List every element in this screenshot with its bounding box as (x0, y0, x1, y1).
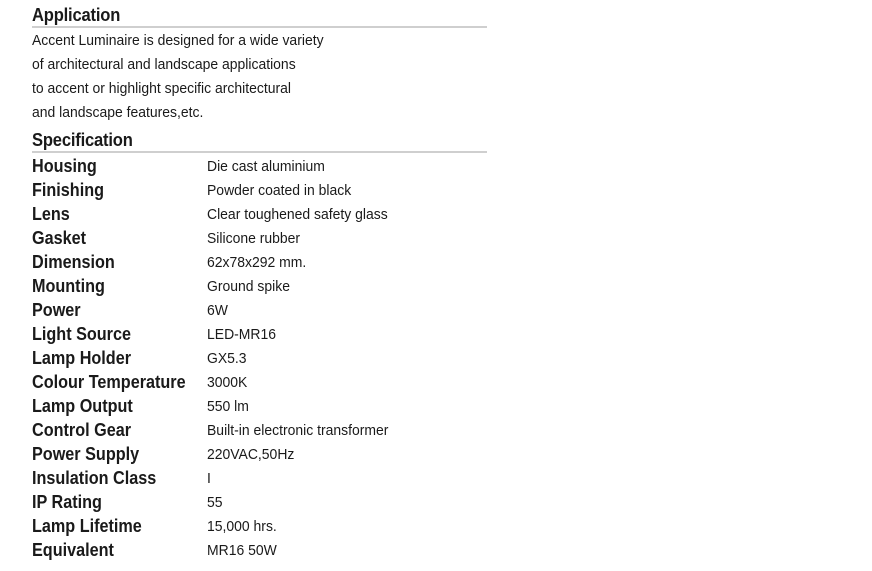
spec-row-finishing (32, 178, 492, 202)
spec-value: 550 lm (207, 398, 249, 415)
spec-label: Insulation Class (32, 468, 157, 488)
spec-row-ip-rating (32, 490, 492, 514)
spec-label: Power Supply (32, 444, 140, 464)
spec-row-lamp-output (32, 394, 492, 418)
spec-row-lamp-holder (32, 346, 492, 370)
spec-value: Silicone rubber (207, 230, 301, 247)
application-line: and landscape features,etc. (32, 104, 204, 121)
spec-value: Built-in electronic transformer (207, 422, 389, 439)
spec-row-control-gear (32, 418, 492, 442)
spec-label: Light Source (32, 324, 132, 344)
spec-value: Ground spike (207, 278, 290, 295)
spec-label: Lamp Holder (32, 348, 132, 368)
application-divider (32, 26, 487, 28)
application-line: to accent or highlight specific architectural (32, 80, 291, 97)
spec-label: Power (32, 300, 81, 320)
product-datasheet (32, 4, 492, 562)
spec-label: Housing (32, 156, 97, 176)
spec-value: 62x78x292 mm. (207, 254, 307, 271)
spec-value: 15,000 hrs. (207, 518, 277, 535)
spec-label: IP Rating (32, 492, 102, 512)
spec-label: Colour Temperature (32, 372, 186, 392)
spec-row-power-supply (32, 442, 492, 466)
spec-value: 220VAC,50Hz (207, 446, 295, 463)
spec-row-mounting (32, 274, 492, 298)
application-line: Accent Luminaire is designed for a wide variety (32, 32, 324, 49)
spec-label: Dimension (32, 252, 115, 272)
specification-table (32, 154, 492, 562)
spec-value: 3000K (207, 374, 248, 391)
spec-value: Die cast aluminium (207, 158, 325, 175)
spec-row-colour-temperature (32, 370, 492, 394)
specification-heading: Specification (32, 130, 133, 150)
spec-label: Lens (32, 204, 70, 224)
spec-label: Lamp Output (32, 396, 133, 416)
spec-row-insulation-class (32, 466, 492, 490)
spec-row-light-source (32, 322, 492, 346)
application-description (32, 29, 492, 125)
spec-value: Clear toughened safety glass (207, 206, 388, 223)
spec-value: 55 (207, 494, 223, 511)
spec-value: Powder coated in black (207, 182, 352, 199)
spec-label: Mounting (32, 276, 105, 296)
spec-value: GX5.3 (207, 350, 247, 367)
specification-divider (32, 151, 487, 153)
spec-value: MR16 50W (207, 542, 277, 559)
spec-label: Equivalent (32, 540, 114, 560)
spec-row-dimension (32, 250, 492, 274)
spec-row-equivalent (32, 538, 492, 562)
application-line: of architectural and landscape applications (32, 56, 296, 73)
spec-label: Gasket (32, 228, 87, 248)
spec-row-power (32, 298, 492, 322)
spec-label: Finishing (32, 180, 104, 200)
spec-label: Lamp Lifetime (32, 516, 142, 536)
spec-row-housing (32, 154, 492, 178)
spec-row-lamp-lifetime (32, 514, 492, 538)
spec-row-lens (32, 202, 492, 226)
application-heading: Application (32, 5, 121, 25)
spec-row-gasket (32, 226, 492, 250)
spec-value: I (207, 470, 211, 487)
spec-value: 6W (207, 302, 228, 319)
spec-label: Control Gear (32, 420, 132, 440)
spec-value: LED-MR16 (207, 326, 276, 343)
